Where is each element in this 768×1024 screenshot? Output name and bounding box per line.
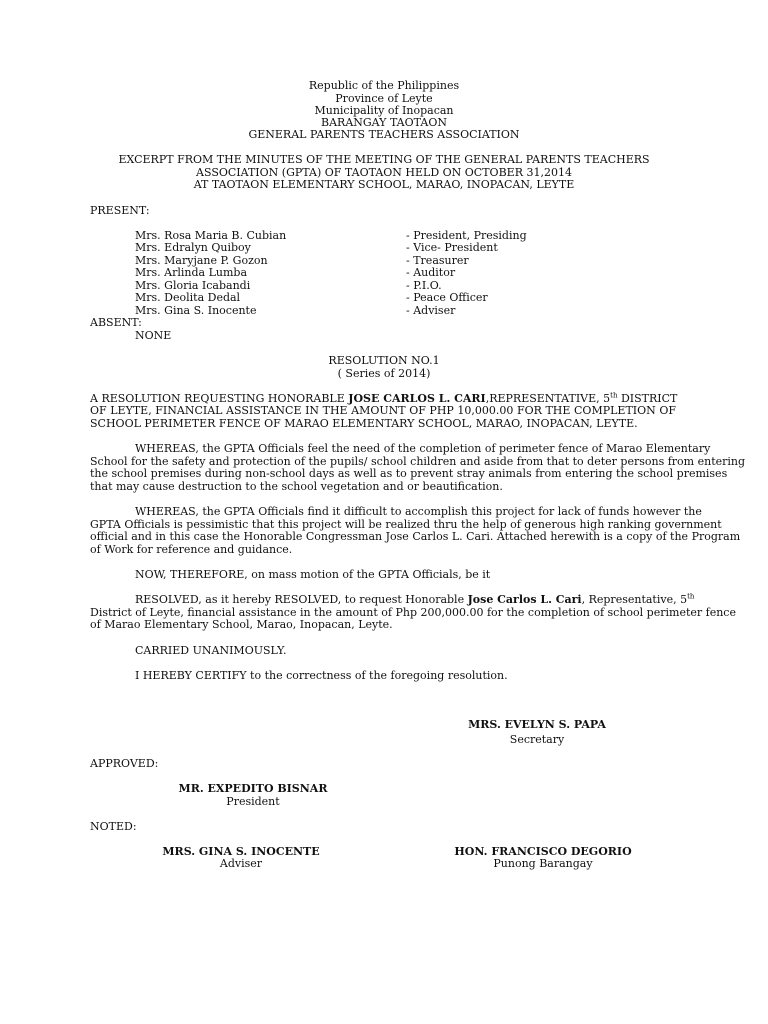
header-line-municipality: Municipality of Inopacan [314, 104, 454, 117]
punong-barangay-name: HON. FRANCISCO DEGORIO [454, 845, 632, 858]
header-line-barangay: BARANGAY TAOTAON [321, 116, 447, 129]
resolution-title: RESOLUTION NO.1 [328, 354, 440, 367]
excerpt-line-1: EXCERPT FROM THE MINUTES OF THE MEETING OF THE GENERAL PARENTS TEACHERS [118, 153, 650, 166]
honoree-name: Jose Carlos L. Cari [467, 593, 582, 606]
resolution-series: ( Series of 2014) [337, 367, 431, 380]
present-label: PRESENT: [90, 204, 150, 217]
certification-statement: I HEREBY CERTIFY to the correctness of the foregoing resolution. [135, 669, 508, 682]
carried-unanimously: CARRIED UNANIMOUSLY. [135, 644, 287, 657]
resolution-heading-line-2: OF LEYTE, FINANCIAL ASSISTANCE IN THE AMOUNT OF PHP 10,000.00 FOR THE COMPLETION OF [90, 404, 676, 417]
attendee-name: Mrs. Arlinda Lumba [135, 266, 247, 279]
attendee-role: - Auditor [406, 266, 456, 279]
adviser-title: Adviser [219, 857, 263, 870]
attendee-role: - Vice- President [406, 241, 498, 254]
resolved-line-3: of Marao Elementary School, Marao, Inopacan, Leyte. [90, 618, 393, 631]
adviser-name: MRS. GINA S. INOCENTE [162, 845, 320, 858]
excerpt-line-2: ASSOCIATION (GPTA) OF TAOTAON HELD ON OCTOBER 31,2014 [196, 166, 572, 179]
whereas-1-line-3: the school premises during non-school days as well as to prevent stray animals from entering the school premises [90, 467, 728, 480]
header-line-association: GENERAL PARENTS TEACHERS ASSOCIATION [248, 128, 520, 141]
attendee-name: Mrs. Rosa Maria B. Cubian [135, 229, 287, 242]
excerpt-line-3: AT TAOTAON ELEMENTARY SCHOOL, MARAO, INOPACAN, LEYTE [193, 178, 575, 191]
whereas-2-line-3: official and in this case the Honorable Congressman Jose Carlos L. Cari. Attached herewith is a copy of the Program [90, 530, 741, 543]
attendee-role: - Adviser [406, 304, 456, 317]
attendee-name: Mrs. Gina S. Inocente [135, 304, 257, 317]
absent-value: NONE [135, 329, 172, 342]
attendee-name: Mrs. Edralyn Quiboy [135, 241, 251, 254]
resolved-line-2: District of Leyte, financial assistance in the amount of Php 200,000.00 for the completion of school perimeter fence [90, 606, 736, 619]
header-line-province: Province of Leyte [335, 92, 433, 105]
whereas-1-line-4: that may cause destruction to the school vegetation and or beautification. [90, 480, 503, 493]
resolution-heading-line-3: SCHOOL PERIMETER FENCE OF MARAO ELEMENTARY SCHOOL, MARAO, INOPACAN, LEYTE. [90, 417, 638, 430]
attendee-role: - Treasurer [406, 254, 469, 267]
whereas-1-line-1: WHEREAS, the GPTA Officials feel the need of the completion of perimeter fence of Marao Elementary [135, 442, 711, 455]
secretary-name: MRS. EVELYN S. PAPA [468, 718, 606, 731]
attendee-name: Mrs. Maryjane P. Gozon [135, 254, 268, 267]
whereas-1-line-2: School for the safety and protection of the pupils/ school children and aside from that to deter persons from entering [90, 455, 746, 468]
noted-label: NOTED: [90, 820, 137, 833]
resolution-heading-line-1: A RESOLUTION REQUESTING HONORABLE JOSE CARLOS L. CARI,REPRESENTATIVE, 5th DISTRICT [90, 391, 678, 405]
president-name: MR. EXPEDITO BISNAR [178, 782, 328, 795]
now-therefore: NOW, THEREFORE, on mass motion of the GPTA Officials, be it [135, 568, 491, 581]
whereas-2-line-2: GPTA Officials is pessimistic that this project will be realized thru the help of generous high ranking government [90, 518, 722, 531]
header-line-republic: Republic of the Philippines [308, 79, 460, 92]
approved-label: APPROVED: [90, 757, 159, 770]
whereas-2-line-4: of Work for reference and guidance. [90, 543, 293, 556]
attendee-name: Mrs. Deolita Dedal [135, 291, 241, 304]
secretary-title: Secretary [509, 733, 565, 746]
attendee-role: - President, Presiding [406, 229, 527, 242]
absent-label: ABSENT: [90, 316, 142, 329]
resolved-line-1: RESOLVED, as it hereby RESOLVED, to request Honorable Jose Carlos L. Cari, Representative, 5th [135, 592, 695, 606]
attendee-role: - Peace Officer [406, 291, 488, 304]
attendee-name: Mrs. Gloria Icabandi [135, 279, 251, 292]
president-title: President [226, 795, 280, 808]
punong-barangay-title: Punong Barangay [493, 857, 593, 870]
whereas-2-line-1: WHEREAS, the GPTA Officials find it difficult to accomplish this project for lack of funds however the [135, 505, 702, 518]
honoree-name: JOSE CARLOS L. CARI [348, 392, 486, 405]
attendee-role: - P.I.O. [406, 279, 442, 292]
